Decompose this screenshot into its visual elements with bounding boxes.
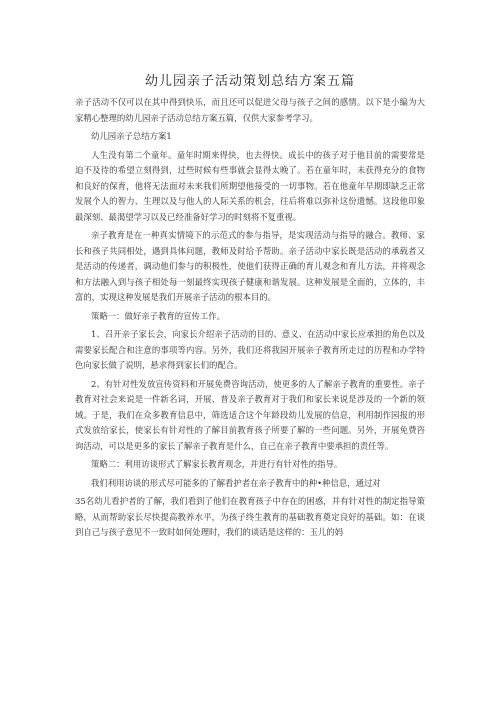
body-paragraph: 策略二：利用访谈形式了解家长教育观念，并进行有针对性的指导。 — [91, 459, 343, 469]
body-paragraph: 2、有针对性发放宣传资料和开展免费咨询活动，使更多的人了解亲子教育的重要性。亲子教育对社会来说是一件新名词，开展、普及亲子教育对于我们和家长来说是涉及的一个新的领域。于是，我们在众多教育信息中，筛选适合这个年龄段幼儿发展的信息，利用制作园报的形式发放给家长，使家长有针对性的了解目前教育孩子所要了解的一些问题。另外，开展免费咨询活动，可以是更多的家长了解亲子教育是什么，自己在亲子教育中要承担的责任等。 — [75, 378, 425, 451]
body-paragraph: 亲子活动不仅可以在其中得到快乐，而且还可以促进父母与孩子之间的感情。以下是小编为大家精心整理的幼儿园亲子活动总结方案五篇，仅供大家参考学习。 — [75, 97, 425, 123]
body-paragraph: 幼儿园亲子总结方案1 — [91, 131, 172, 141]
document-body — [75, 95, 425, 544]
document-title: 幼儿园亲子活动策划总结方案五篇 — [144, 74, 355, 89]
body-paragraph: 1、召开亲子家长会，向家长介绍亲子活动的目的、意义、在活动中家长应承担的角色以及需要家长配合和注意的事项等内容。另外，我们还将我园开展亲子教育所走过的历程和办学特色向家长做了说明，悬求得到家长们的配合。 — [75, 329, 425, 370]
body-paragraph: 我们利用访谈的形式尽可能多的了解看护者在亲子教育中的种•种信息，通过对 — [91, 477, 381, 488]
body-paragraph: 人生没有第二个童年。童年时期来得快，也去得快。成长中的孩子对于他目前的需要常是迫不及待的希望立刻得到，过些时候有些事就会显得太晚了。若在童年时，未获得充分的食物和良好的保育，他将无法面对未来我们所期望他接受的一切事物。若在他童年早期即缺乏正常发展个人的智力、生理以及与他人的人际关系的机会，往后将难以弥补这份遗憾。这段他印象最深刻、最渴望学习以及已经准备好学习的时刻将不复重视。 — [75, 149, 425, 222]
body-paragraph: 亲子教育是在一种真实情境下的示范式的参与指导，是实现活动与指导的融合。教师、家长和孩子共同相处，遇到具体问题，教师及时给予帮助。亲子活动中家长既是活动的承载者又是活动的传递者，调动他们参与的积极性，使他们获得正确的育儿观念和育儿方法，并将观念和方法融入到与孩子相处每一刻最终实现孩子健康和谐发展。这种发展是全面的，立体的，丰富的，实现这种发展是我们开展亲子活动的根本目的。 — [75, 230, 425, 302]
body-paragraph: 策略一：做好亲子教育的宣传工作。 — [91, 310, 225, 321]
body-paragraph: 35名幼儿看护者的了解，我们看到了他们在教育孩子中存在的困惑，并有针对性的制定指导策略，从而帮助家长尽快提高教养水平，为孩子终生教育的基础教育奠定良好的基础。如：在谈到自己与孩子意见不一致时如何处理时，我们的谈话是这样的：玉儿的妈 — [75, 496, 425, 537]
